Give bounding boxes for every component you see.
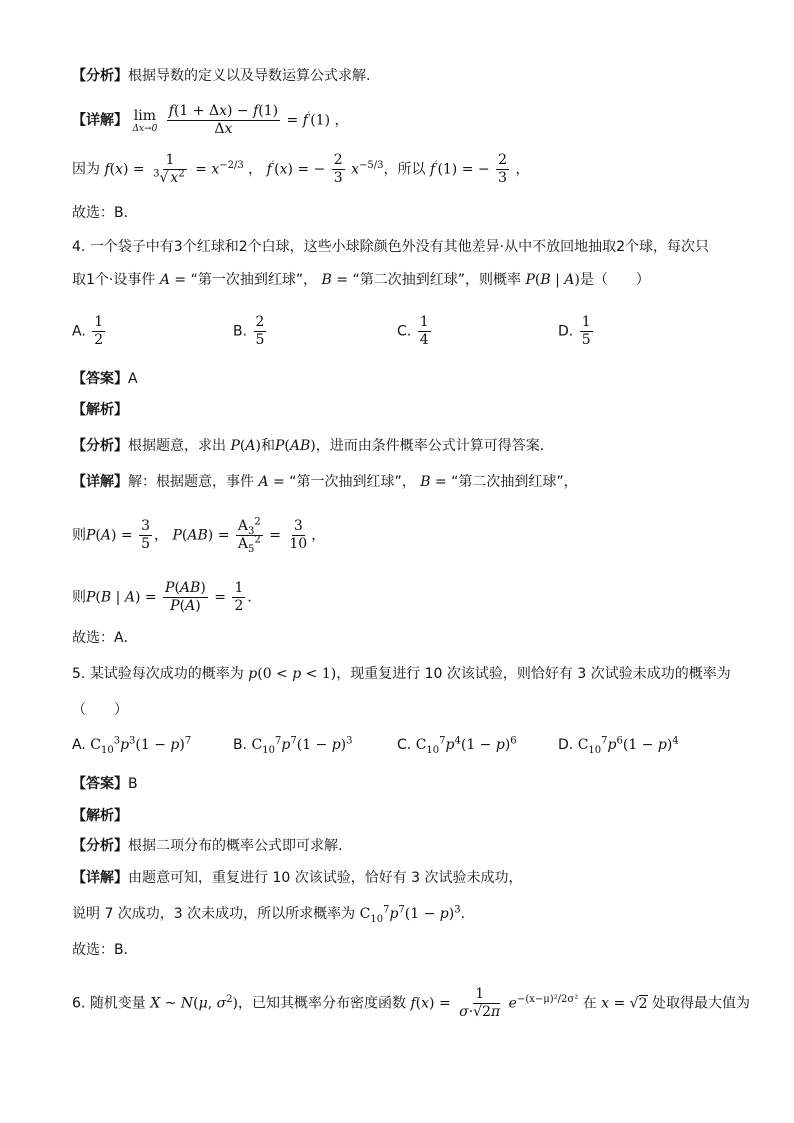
q5-stem-line: 5. 某试验每次成功的概率为 p(0 < p < 1)，现重复进行 10 次该试验，则恰好有 3 次试验未成功的概率为	[72, 666, 731, 682]
q5-stem-b: ，现重复进行 10 次该试验，则恰好有 3 次试验未成功的概率为	[336, 666, 731, 682]
q5-explain-line: 说明 7 次成功，3 次未成功，所以所求概率为 $C_{10}^7p^7(1 - p)^3$．	[72, 904, 475, 925]
q4-option-a[interactable]	[72, 314, 107, 349]
option-label: D.	[558, 737, 574, 753]
q4-analysis-a: 根据题意，求出	[128, 438, 226, 454]
jiexi-tag: 【解析】	[72, 402, 128, 418]
density-fraction: $\frac{1}{\sigma\cdot√2\pi}$	[459, 986, 501, 1020]
q4-conclusion: 故选：A．	[72, 630, 138, 646]
pab-fraction: $\frac{3}{10}$	[289, 518, 308, 552]
q5-detail: 由题意可知，重复进行 10 次该试验，恰好有 3 次试验未成功，	[128, 870, 523, 886]
q5-explain-a: 说明 7 次成功，3 次未成功，所以所求概率为	[72, 906, 356, 922]
q6-stem-a: 随机变量	[89, 995, 146, 1012]
q6-stem-b: ，已知其概率分布密度函数	[238, 995, 407, 1012]
q5-answer-line	[72, 774, 138, 794]
q3-because-line: 因为 f(x) = $\frac{1}{^3√ x^2}$ = $x^{-2/3}$ ， f′(x) = − $\frac{2}{3}$ $x^{-5/3}$，所以 f′(1) = − $\frac{2}{3}$ ，	[72, 152, 530, 186]
arrangement-fraction: $\frac{A_3^2}{A_5^2}$	[237, 516, 261, 555]
q4-analysis-line: 【分析】根据题意，求出 P(A)和P(AB)，进而由条件概率公式计算可得答案．	[72, 438, 554, 454]
q5-analysis-line	[72, 836, 342, 856]
answer-tag: 【答案】	[72, 776, 128, 792]
q5-paren: （ ）	[72, 702, 128, 718]
q4-stem-text1: 一个袋子中有3个红球和2个白球，这些小球除颜色外没有其他差异·从中不放回地抽取2个球，每次只	[89, 239, 709, 255]
option-label: A.	[72, 737, 86, 753]
q5-detail-line	[72, 868, 523, 888]
q4-stem-line2: 取1个·设事件 A = “第一次抽到红球”， B = “第二次抽到红球”，则概率 P(B | A)是（ ）	[72, 272, 650, 288]
option-label: C.	[397, 737, 412, 753]
then-text: 则	[72, 589, 86, 606]
q4-analysis-b: ，进而由条件概率公式计算可得答案．	[315, 438, 554, 454]
q4-number: 4.	[72, 239, 86, 255]
q6-stem-d: 处取得最大值为	[651, 995, 750, 1012]
q4-detail-a: 解：根据题意，事件	[128, 474, 254, 490]
q4-stem-text2b: ，则概率	[465, 272, 521, 288]
q4-option-b[interactable]	[233, 314, 268, 349]
q3-analysis-text: 根据导数的定义以及导数运算公式求解.	[128, 68, 371, 84]
cube-root-fraction: $\frac{1}{^3√ x^2}$	[153, 152, 185, 186]
option-label: B.	[233, 737, 248, 753]
q5-option-c[interactable]: C. $C_{10}^7p^4(1 - p)^6$	[397, 735, 517, 756]
q5-option-b[interactable]: B. $C_{10}^7p^7(1 - p)^3$	[233, 735, 353, 756]
comma-text: ，	[248, 161, 263, 178]
q5-option-a[interactable]: A. $C_{10}^3p^3(1 - p)^7$	[72, 735, 192, 756]
detail-tag: 【详解】	[72, 474, 128, 490]
q5-answer: B	[128, 776, 138, 792]
q4-option-c[interactable]	[397, 314, 433, 349]
q4-answer-line	[72, 369, 138, 389]
pa-fraction: $\frac{3}{5}$	[141, 518, 151, 552]
derivative-coefficient-fraction: $\frac{2}{3}$	[333, 152, 343, 186]
q5-number: 5.	[72, 666, 86, 682]
q4-event-a: “第一次抽到红球”	[190, 272, 304, 288]
q4-stem-line1	[72, 237, 709, 257]
q4-event-b: “第二次抽到红球”	[352, 272, 465, 288]
option-label: B.	[233, 323, 248, 340]
q4-answer: A	[128, 371, 138, 387]
so-text: ，所以	[383, 161, 426, 178]
option-label: D.	[558, 323, 574, 340]
q4-stem-text2a: 取1个·设事件	[72, 272, 156, 288]
q4-stem-text2c: 是（ ）	[579, 272, 650, 288]
analysis-tag: 【分析】	[72, 68, 128, 84]
derivative-definition-fraction: $\frac{f(1 + \Delta x) - f(1)}{\Delta x}$	[168, 103, 279, 137]
q4-analysis-and: 和	[260, 438, 275, 454]
option-label: C.	[397, 323, 412, 340]
q6-number: 6.	[72, 995, 86, 1012]
q5-stem-a: 某试验每次成功的概率为	[89, 666, 244, 682]
q3-detail-line: 【详解】 lim Δx→0 $\frac{f(1 + \Delta x) - f(1)}{\Delta x}$ = f′(1) ，	[72, 103, 349, 137]
q4-jiexi-tag	[72, 400, 128, 420]
option-fraction: $\frac{1}{5}$	[581, 314, 591, 348]
limit-operator: lim Δx→0	[132, 107, 158, 134]
q6-stem-line: 6. 随机变量 X ~ N(μ, $\sigma^2$)，已知其概率分布密度函数 f(x) = $\frac{1}{\sigma\cdot√2\pi}$ $e^{-(x-\mu)^2/2\sigma^2}$ 在 x = √2 处取得最大值为	[72, 986, 750, 1020]
detail-tag: 【详解】	[72, 870, 128, 886]
q5-explain-b: ．	[460, 906, 475, 922]
q4-then-line2: 则P(B | A) = $\frac{P(AB)}{P(A)}$ = $\frac{1}{2}$ ．	[72, 580, 262, 614]
analysis-tag: 【分析】	[72, 438, 128, 454]
detail-tag: 【详解】	[72, 112, 128, 129]
q4-event-a: “第一次抽到红球”	[289, 474, 402, 490]
q6-stem-c: 在	[582, 995, 597, 1012]
q4-detail-line: 【详解】解：根据题意，事件 A = “第一次抽到红球”， B = “第二次抽到红球”，	[72, 474, 578, 490]
q5-jiexi-tag	[72, 806, 128, 826]
result-fraction: $\frac{2}{3}$	[498, 152, 508, 186]
jiexi-tag: 【解析】	[72, 808, 128, 824]
option-label: A.	[72, 323, 86, 340]
q3-conclusion: 故选：B．	[72, 205, 138, 221]
then-text: 则	[72, 527, 86, 544]
q5-analysis: 根据二项分布的概率公式即可求解.	[128, 838, 343, 854]
q4-option-d[interactable]	[558, 314, 595, 349]
q4-event-b: “第二次抽到红球”	[451, 474, 564, 490]
q5-option-d[interactable]: D. $C_{10}^7p^6(1 - p)^4$	[558, 735, 679, 756]
option-fraction: $\frac{1}{4}$	[419, 314, 429, 348]
option-fraction: $\frac{2}{5}$	[255, 314, 265, 348]
q4-then-line1: 则P(A) = $\frac{3}{5}$ ， P(AB) = $\frac{A_3^2}{A_5^2}$ = $\frac{3}{10}$ ，	[72, 516, 326, 555]
option-fraction: $\frac{1}{2}$	[94, 314, 104, 348]
answer-tag: 【答案】	[72, 371, 128, 387]
analysis-tag: 【分析】	[72, 838, 128, 854]
because-text: 因为	[72, 161, 100, 178]
q3-analysis-line	[72, 66, 370, 86]
conditional-fraction: $\frac{P(AB)}{P(A)}$	[165, 580, 206, 614]
result-fraction: $\frac{1}{2}$	[234, 580, 244, 614]
q5-conclusion: 故选：B．	[72, 942, 138, 958]
